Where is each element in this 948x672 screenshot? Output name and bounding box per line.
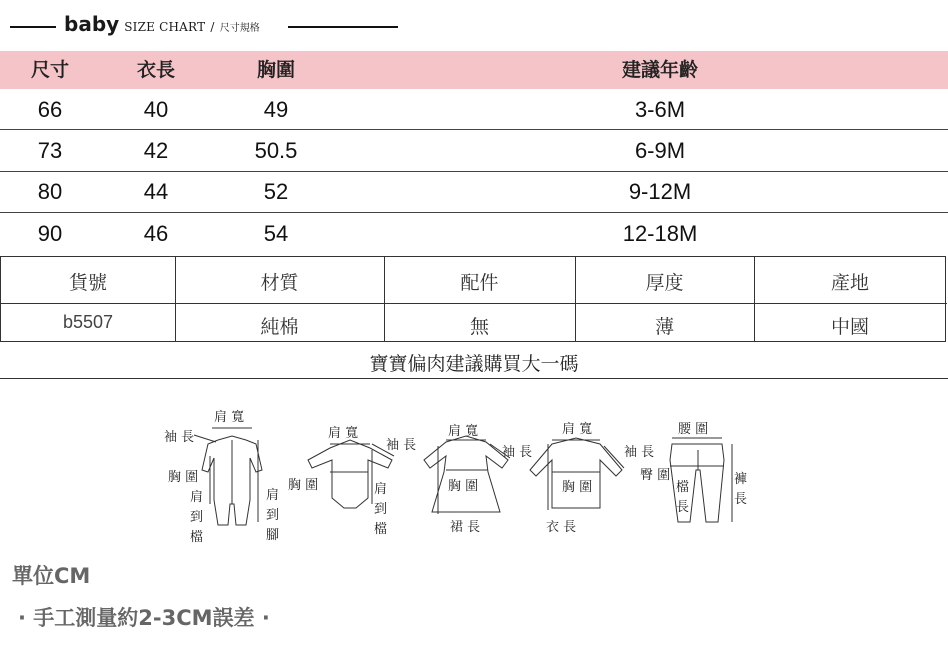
- dress-shoulder-label: 肩 寬: [448, 424, 479, 439]
- pants-hip-label: 臀 圍: [640, 468, 671, 483]
- info-value-accessories: 無: [469, 316, 489, 338]
- dress-chest-label: 胸 圍: [448, 479, 479, 494]
- brand-text: baby: [64, 12, 120, 36]
- pants-crotch-2: 長: [676, 500, 690, 515]
- cell-length: 42: [143, 138, 169, 163]
- romper-sleeve-label: 袖 長: [164, 430, 195, 445]
- romper-foot-2: 到: [266, 508, 280, 523]
- top-shoulder-label: 肩 寬: [562, 422, 593, 437]
- romper-chest-label: 胸 圍: [168, 470, 199, 485]
- col-header-length: 衣長: [136, 59, 175, 81]
- col-header-chest: 胸圍: [256, 59, 295, 81]
- info-row-divider: [1, 303, 947, 304]
- size-chart-zh: 尺寸規格: [219, 23, 260, 34]
- info-header-material: 材質: [260, 272, 299, 294]
- info-value-material: 純棉: [260, 316, 299, 338]
- info-header-thickness: 厚度: [645, 272, 684, 294]
- romper-crotch-1: 肩: [190, 490, 204, 505]
- product-info-table: [0, 256, 946, 342]
- romper-crotch-2: 到: [190, 510, 204, 525]
- cell-length: 40: [143, 97, 169, 122]
- header-rule-left: [10, 26, 56, 28]
- bodysuit-shoulder-label: 肩 寬: [328, 426, 359, 441]
- cell-size: 90: [37, 221, 63, 246]
- bodysuit-sleeve-label: 袖 長: [386, 438, 417, 453]
- romper-crotch-3: 檔: [190, 530, 204, 545]
- tolerance-note: · 手工測量約2-3CM誤差 ·: [18, 606, 270, 630]
- col-header-age: 建議年齡: [621, 59, 698, 81]
- bodysuit-crotch-3: 檔: [374, 522, 388, 537]
- chart-heading: [64, 12, 260, 36]
- cell-length: 46: [143, 221, 169, 246]
- info-header-accessories: 配件: [460, 272, 499, 294]
- cell-size: 66: [37, 97, 63, 122]
- info-header-item-no: 貨號: [68, 272, 107, 294]
- top-sleeve-label: 袖 長: [624, 445, 655, 460]
- cell-age: 9-12M: [628, 179, 692, 204]
- cell-chest: 54: [263, 221, 289, 246]
- size-chart-text: SIZE CHART: [124, 20, 206, 34]
- cell-age: 12-18M: [622, 221, 698, 246]
- bodysuit-chest-label: 胸 圍: [288, 478, 319, 493]
- pants-length-1: 褲: [734, 472, 748, 487]
- romper-foot-1: 肩: [266, 488, 280, 503]
- note-underline: [0, 378, 948, 379]
- cell-length: 44: [143, 179, 169, 204]
- bodysuit-crotch-1: 肩: [374, 482, 388, 497]
- header-rule-right: [288, 26, 398, 28]
- row-divider: [0, 212, 948, 213]
- cell-age: 6-9M: [634, 138, 686, 163]
- cell-chest: 49: [263, 97, 289, 122]
- pants-waist-label: 腰 圍: [678, 422, 709, 437]
- cell-chest: 50.5: [254, 138, 298, 163]
- top-chest-label: 胸 圍: [562, 480, 593, 495]
- dress-length-label: 裙 長: [450, 520, 481, 535]
- info-header-origin: 產地: [830, 272, 869, 294]
- cell-chest: 52: [263, 179, 289, 204]
- romper-outline: [194, 428, 262, 525]
- pants-length-2: 長: [734, 492, 748, 507]
- cell-age: 3-6M: [634, 97, 686, 122]
- sizing-advice: 寶寶偏肉建議購買大一碼: [369, 353, 579, 375]
- cell-size: 80: [37, 179, 63, 204]
- col-header-size: 尺寸: [30, 59, 69, 81]
- unit-note: 單位CM: [12, 564, 91, 588]
- romper-shoulder-label: 肩 寬: [214, 410, 245, 425]
- dress-sleeve-label: 袖 長: [502, 445, 533, 460]
- romper-foot-3: 腳: [266, 528, 280, 543]
- info-value-origin: 中國: [830, 316, 869, 338]
- bodysuit-crotch-2: 到: [374, 502, 388, 517]
- info-value-item-no: b5507: [62, 312, 114, 332]
- heading-separator: /: [210, 20, 215, 34]
- info-value-thickness: 薄: [654, 316, 674, 338]
- cell-size: 73: [37, 138, 63, 163]
- top-outline: [530, 438, 624, 510]
- top-length-label: 衣 長: [546, 520, 577, 535]
- pants-crotch-1: 檔: [676, 480, 690, 495]
